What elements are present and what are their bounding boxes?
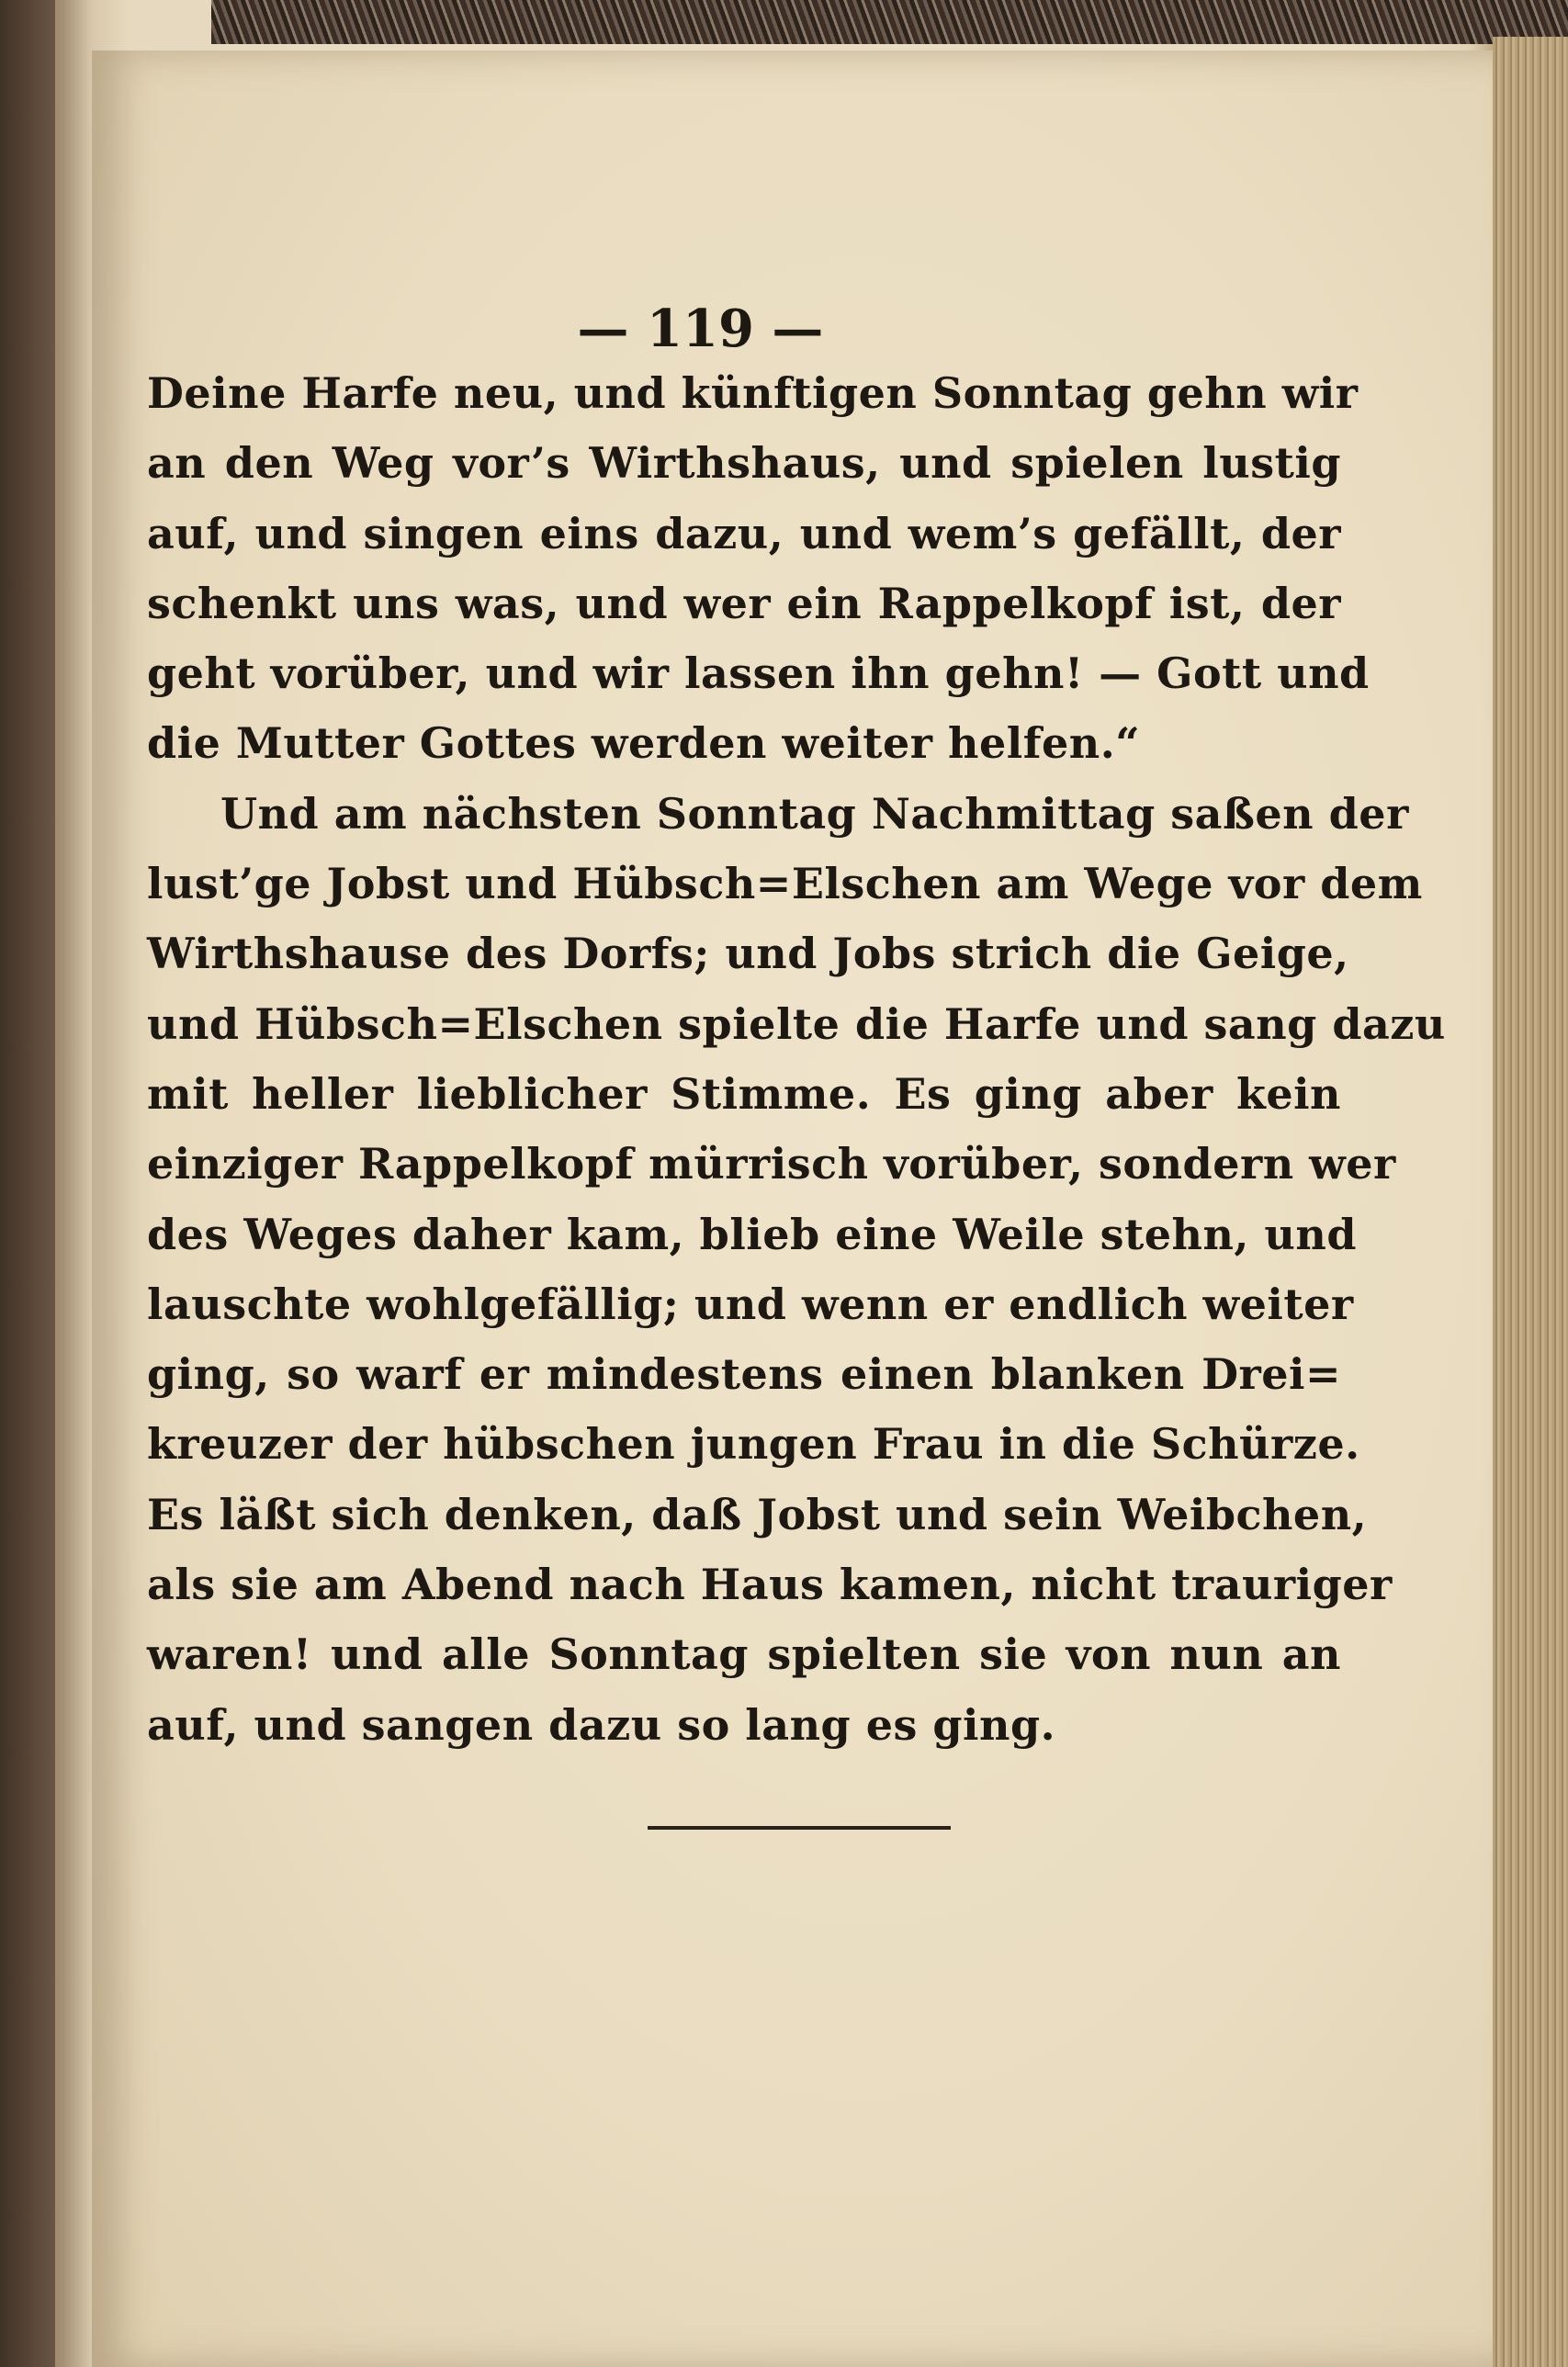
page-edges [1493,37,1568,2367]
end-rule [648,1826,951,1830]
text-line: und Hübsch=Elschen spielte die Harfe und sang dazu [147,998,1446,1049]
text-line: ging, so warf er mindestens einen blanken Drei= [147,1349,1341,1400]
paragraph [147,779,1446,1760]
page-text [147,358,1446,1760]
text-line: auf, und sangen dazu so lang es ging. [147,1699,1056,1750]
text-line: des Weges daher kam, blieb eine Weile stehn, und [147,1209,1357,1259]
text-line: lust’ge Jobst und Hübsch=Elschen am Wege vor dem [147,859,1423,909]
book-cover-edge [211,0,1568,44]
text-line: geht vorüber, und wir lassen ihn gehn! — Gott und [147,648,1370,699]
text-line: Und am nächsten Sonntag Nachmittag saßen der [220,788,1409,839]
text-line: an den Weg vor’s Wirthshaus, und spielen lustig [147,438,1341,489]
paragraph [147,358,1370,779]
text-line: Es läßt sich denken, daß Jobst und sein Weibchen, [147,1489,1368,1539]
text-line: kreuzer der hübschen jungen Frau in die Schürze. [147,1419,1360,1470]
text-line: auf, und singen eins dazu, und wem’s gefällt, der [147,508,1341,558]
page-number: — 119 — [577,299,824,359]
text-line: schenkt uns was, und wer ein Rappelkopf ist, der [147,578,1341,628]
text-line: Deine Harfe neu, und künftigen Sonntag gehn wir [147,368,1359,418]
text-line: einziger Rappelkopf mürrisch vorüber, sondern wer [147,1139,1396,1189]
text-line: Wirthshause des Dorfs; und Jobs strich die Geige, [147,929,1349,979]
text-line: die Mutter Gottes werden weiter helfen.“ [147,718,1141,769]
text-line: lauschte wohlgefällig; und wenn er endlich weiter [147,1279,1354,1329]
text-line: waren! und alle Sonntag spielten sie von nun an [147,1629,1341,1680]
text-line: als sie am Abend nach Haus kamen, nicht trauriger [147,1560,1393,1610]
text-line: mit heller lieblicher Stimme. Es ging aber kein [147,1068,1341,1119]
